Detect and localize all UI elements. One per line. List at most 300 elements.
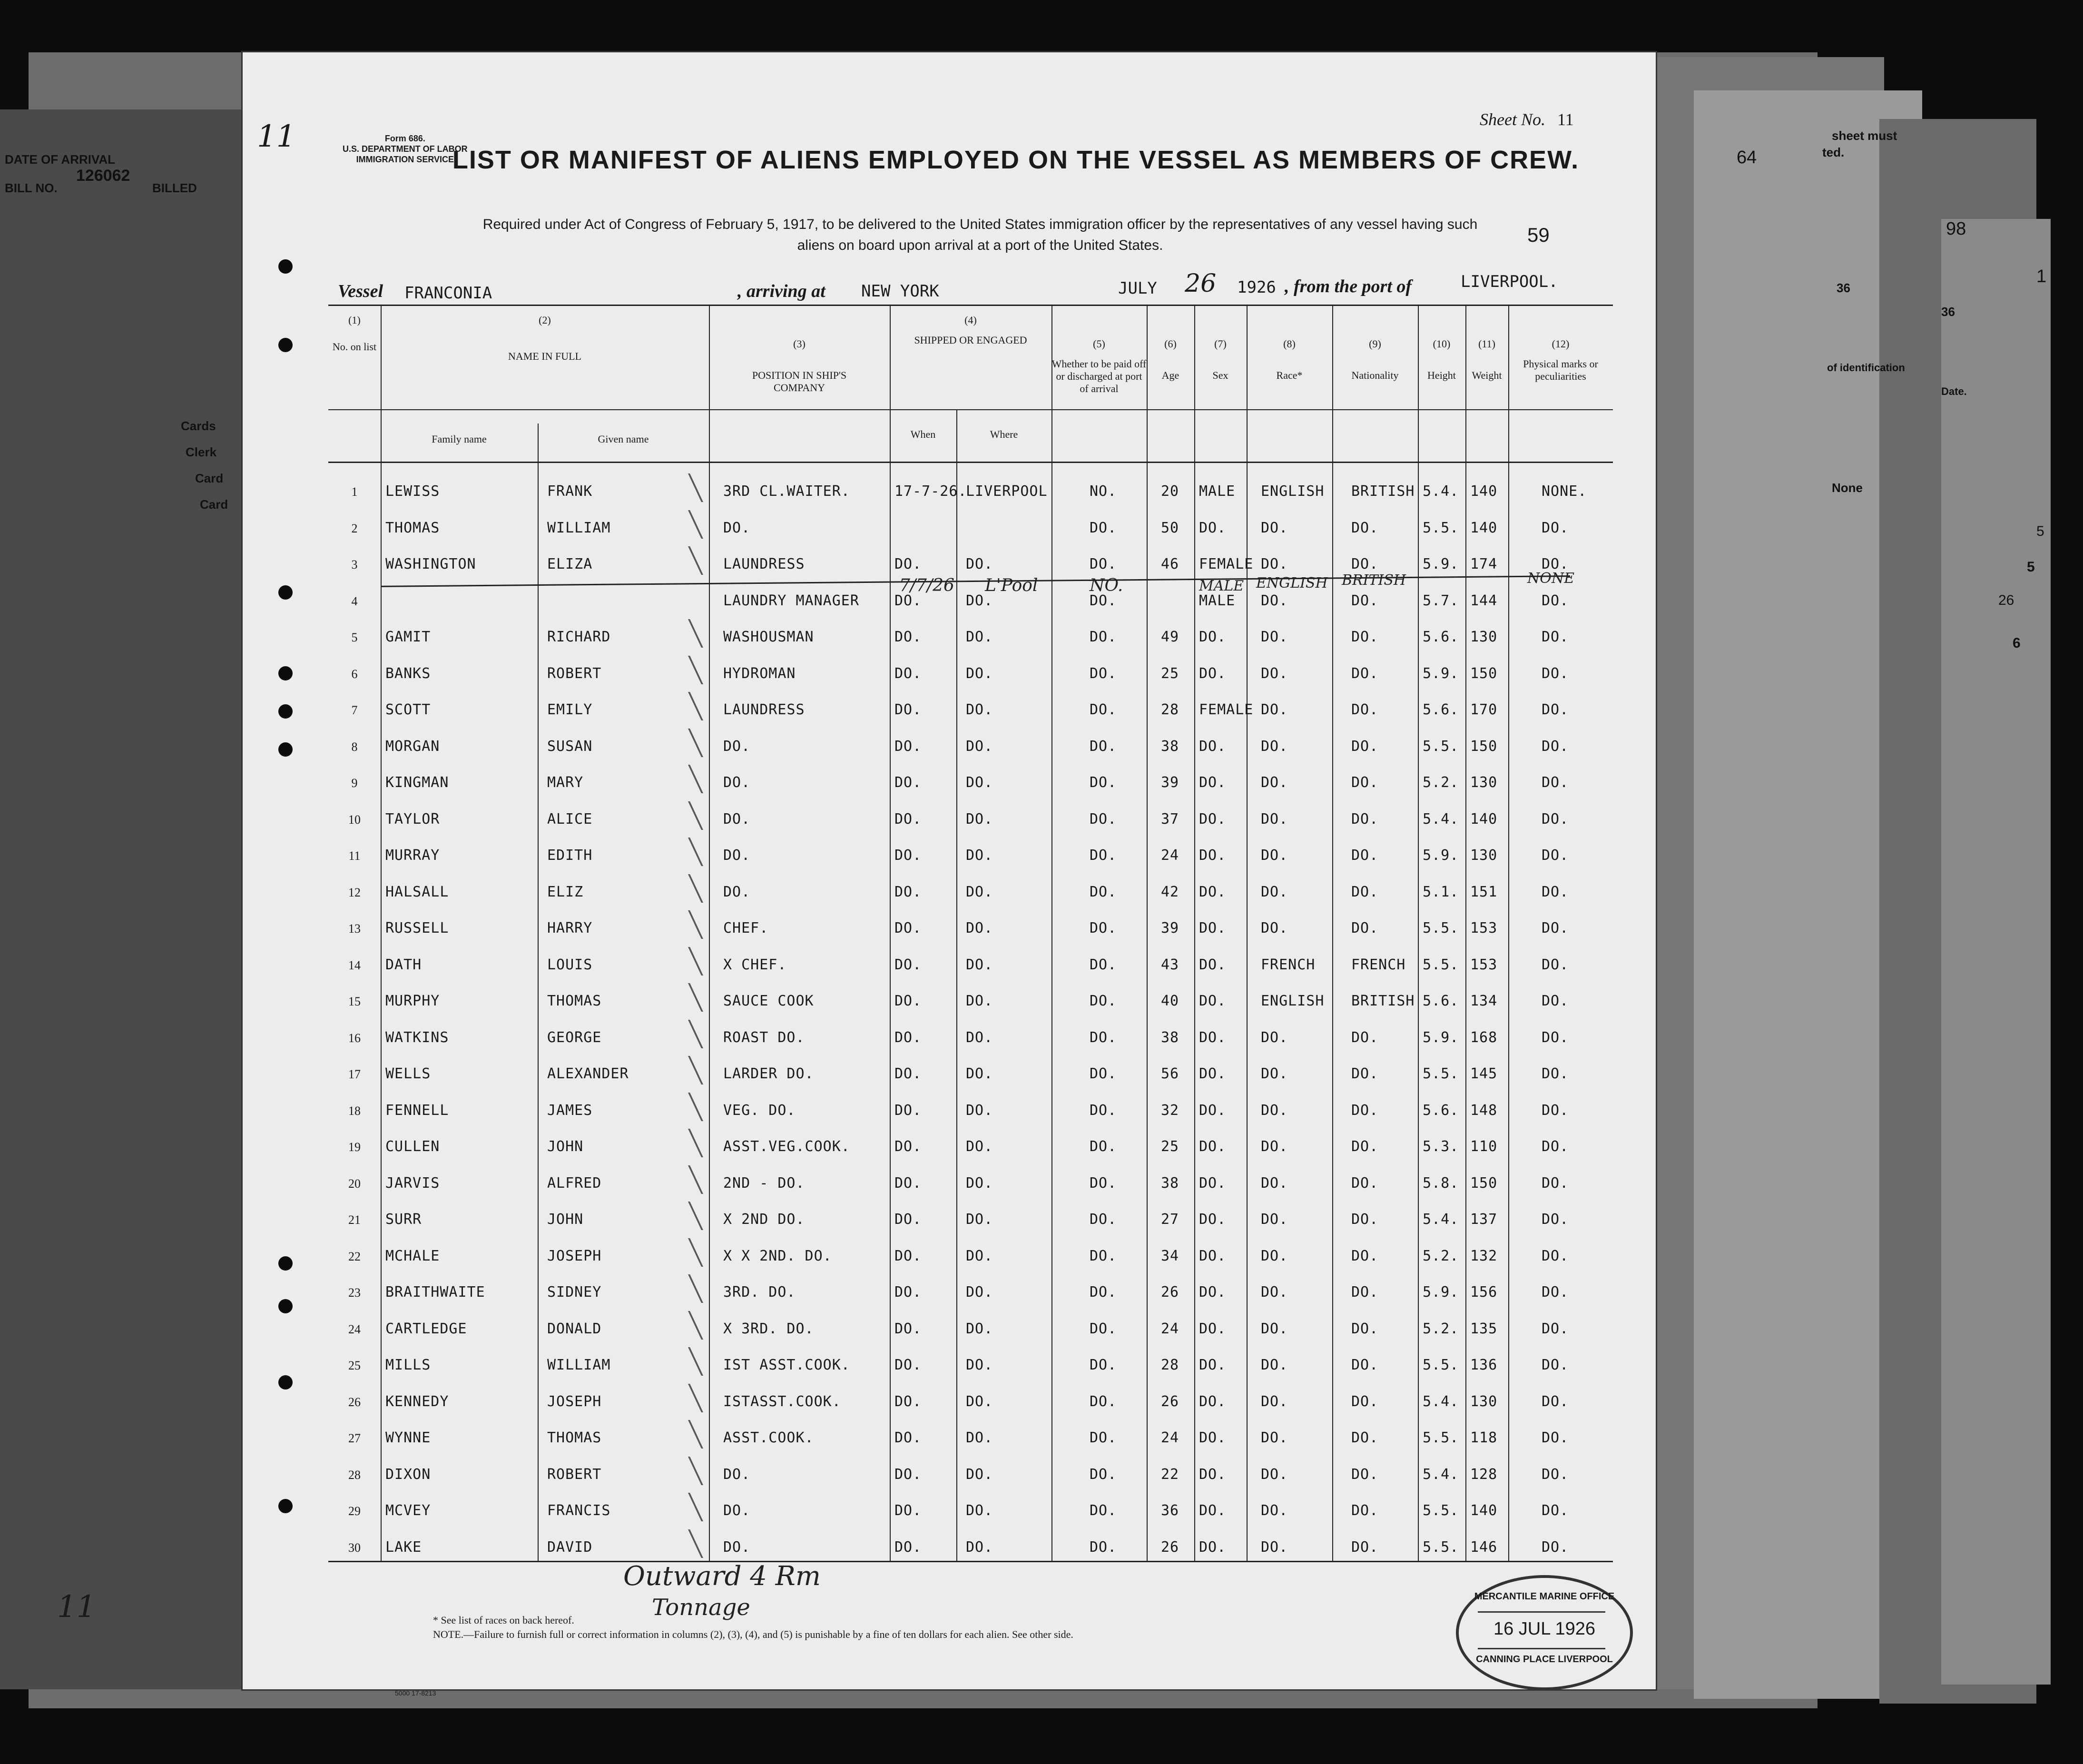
cell-position: HYDROMAN: [723, 665, 796, 682]
cell-marks: DO.: [1542, 1393, 1569, 1410]
cell-weight: 132: [1470, 1248, 1498, 1264]
header-bottom-rule: [328, 462, 1613, 463]
cell-nat: DO.: [1351, 1175, 1379, 1192]
bg-label: Card: [200, 497, 228, 512]
cell-nat: BRITISH: [1351, 993, 1415, 1009]
cell-age: 24: [1161, 1321, 1179, 1337]
cell-height: 5.5.: [1423, 1065, 1459, 1082]
cell-race: DO.: [1261, 774, 1288, 791]
row-number: 30: [348, 1541, 361, 1555]
cell-weight: 150: [1470, 738, 1498, 755]
row-number: 23: [348, 1286, 361, 1300]
col-number: (6): [1164, 338, 1177, 350]
footnote-line: NOTE.—Failure to furnish full or correct information in columns (2), (3), (4), and (5) is punishable by a fine of ten dollars for each alien. See other side.: [433, 1628, 1073, 1640]
punch-hole: [278, 1375, 293, 1390]
col-label: No. on list: [332, 341, 377, 353]
cell-race: DO.: [1261, 701, 1288, 718]
cell-age: 38: [1161, 1175, 1179, 1192]
bg-label: 36: [1837, 281, 1850, 295]
cell-paid: DO.: [1090, 665, 1117, 682]
cell-age: 37: [1161, 811, 1179, 828]
cell-position: LAUNDRY MANAGER: [723, 592, 859, 609]
cell-sex: DO.: [1199, 1248, 1227, 1264]
stamp-top-text: MERCANTILE MARINE OFFICE: [1474, 1591, 1615, 1602]
cell-position: CHEF.: [723, 920, 769, 936]
check-mark: [655, 1020, 703, 1048]
cell-position: ROAST DO.: [723, 1029, 805, 1046]
cell-marks: DO.: [1542, 1248, 1569, 1264]
cell-nat: DO.: [1351, 520, 1379, 536]
col-header-where: Where: [990, 428, 1018, 440]
vessel-name: FRANCONIA: [404, 284, 492, 303]
cell-height: 5.9.: [1423, 665, 1459, 682]
footnote: [433, 1613, 1073, 1642]
cell-where: DO.: [966, 920, 993, 936]
cell-family: HALSALL: [385, 884, 449, 900]
cell-sex: DO.: [1199, 1393, 1227, 1410]
cell-race: ENGLISH: [1261, 993, 1325, 1009]
cell-where: DO.: [966, 1321, 993, 1337]
cell-family: WATKINS: [385, 1029, 449, 1046]
row-number: 26: [348, 1395, 361, 1409]
cell-family: KENNEDY: [385, 1393, 449, 1410]
row-number: 4: [351, 594, 358, 608]
cell-sex: DO.: [1199, 520, 1227, 536]
cell-position: X CHEF.: [723, 956, 787, 973]
vessel-label: Vessel: [338, 281, 383, 301]
cell-position: SAUCE COOK: [723, 993, 814, 1009]
cell-where: DO.: [966, 811, 993, 828]
port-label: , from the port of: [1285, 276, 1412, 296]
cell-marks: DO.: [1542, 1211, 1569, 1228]
cell-nat: DO.: [1351, 1357, 1379, 1373]
cell-sex: DO.: [1199, 1429, 1227, 1446]
cell-given: WILLIAM: [547, 520, 611, 536]
cell-given: THOMAS: [547, 993, 602, 1009]
cell-nat: DO.: [1351, 1211, 1379, 1228]
cell-weight: 140: [1470, 1502, 1498, 1519]
cell-family: WYNNE: [385, 1429, 431, 1446]
hand-row4-paid: NO.: [1090, 576, 1123, 595]
col-rule: [1332, 306, 1333, 1562]
cell-height: 5.6.: [1423, 629, 1459, 645]
cell-paid: DO.: [1090, 1502, 1117, 1519]
cell-race: DO.: [1261, 1248, 1288, 1264]
col-label: Race*: [1276, 369, 1303, 381]
manifest-sheet: [243, 52, 1656, 1697]
cell-race: DO.: [1261, 556, 1288, 572]
form-label: Form 686.: [384, 134, 425, 143]
punch-hole: [278, 1499, 293, 1513]
cell-weight: 128: [1470, 1466, 1498, 1483]
row-number: 8: [351, 740, 358, 754]
cell-when: DO.: [894, 738, 922, 755]
hand-bottom-note: Tonnage: [652, 1594, 750, 1621]
cell-paid: DO.: [1090, 556, 1117, 572]
cell-race: ENGLISH: [1261, 483, 1325, 500]
cell-where: DO.: [966, 592, 993, 609]
subtitle-line: aliens on board upon arrival at a port of the United States.: [797, 237, 1163, 253]
check-mark: [655, 801, 703, 830]
cell-sex: DO.: [1199, 1539, 1227, 1556]
cell-nat: DO.: [1351, 1248, 1379, 1264]
cell-age: 38: [1161, 738, 1179, 755]
cell-height: 5.5.: [1423, 1502, 1459, 1519]
check-mark: [655, 1056, 703, 1084]
cell-when: DO.: [894, 701, 922, 718]
cell-when: DO.: [894, 811, 922, 828]
cell-position: DO.: [723, 884, 751, 900]
cell-where: DO.: [966, 1502, 993, 1519]
cell-race: DO.: [1261, 1357, 1288, 1373]
check-mark: [655, 692, 703, 720]
departure-port: LIVERPOOL.: [1461, 272, 1558, 291]
cell-marks: NONE.: [1542, 483, 1587, 500]
row-number: 12: [348, 886, 361, 899]
cell-weight: 145: [1470, 1065, 1498, 1082]
cell-marks: DO.: [1542, 884, 1569, 900]
cell-given: GEORGE: [547, 1029, 602, 1046]
cell-position: DO.: [723, 738, 751, 755]
cell-position: ISTASST.COOK.: [723, 1393, 841, 1410]
cell-given: SUSAN: [547, 738, 593, 755]
cell-when: DO.: [894, 847, 922, 864]
cell-height: 5.7.: [1423, 592, 1459, 609]
page-title: LIST OR MANIFEST OF ALIENS EMPLOYED ON THE VESSEL AS MEMBERS OF CREW.: [452, 146, 1580, 174]
cell-race: DO.: [1261, 1429, 1288, 1446]
cell-height: 5.6.: [1423, 701, 1459, 718]
check-mark: [655, 656, 703, 684]
hand-bottom-note: Outward 4 Rm: [623, 1561, 821, 1592]
cell-paid: DO.: [1090, 884, 1117, 900]
cell-height: 5.9.: [1423, 1284, 1459, 1301]
bg-label: 126062: [76, 167, 130, 185]
cell-weight: 153: [1470, 920, 1498, 936]
cell-where: DO.: [966, 1102, 993, 1119]
cell-marks: DO.: [1542, 774, 1569, 791]
bg-label: DATE OF ARRIVAL: [5, 152, 116, 167]
cell-marks: DO.: [1542, 1502, 1569, 1519]
cell-height: 5.5.: [1423, 956, 1459, 973]
cell-age: 25: [1161, 665, 1179, 682]
cell-nat: DO.: [1351, 1065, 1379, 1082]
cell-race: DO.: [1261, 1502, 1288, 1519]
row-number: 7: [351, 703, 358, 717]
col-label: POSITION IN SHIP'S COMPANY: [752, 369, 847, 394]
cell-position: DO.: [723, 847, 751, 864]
cell-paid: DO.: [1090, 920, 1117, 936]
cell-age: 24: [1161, 1429, 1179, 1446]
cell-family: MORGAN: [385, 738, 440, 755]
col-rule: [956, 409, 957, 1561]
sheet-number: [1480, 109, 1574, 129]
col-number: (3): [793, 338, 806, 350]
bg-label: 6: [2013, 635, 2021, 651]
row-number: 2: [351, 522, 358, 535]
cell-family: GAMIT: [385, 629, 431, 645]
row-number: 1: [351, 485, 358, 499]
cell-nat: DO.: [1351, 701, 1379, 718]
cell-weight: 118: [1470, 1429, 1498, 1446]
col-header-position: [709, 338, 890, 394]
arrival-month: JULY: [1118, 279, 1157, 298]
col-number: (8): [1283, 338, 1296, 350]
cell-position: DO.: [723, 520, 751, 536]
row-number: 28: [348, 1468, 361, 1482]
bg-label: 64: [1737, 148, 1757, 168]
cell-sex: DO.: [1199, 956, 1227, 973]
cell-race: DO.: [1261, 1284, 1288, 1301]
col-header-no: [328, 314, 381, 353]
cell-nat: DO.: [1351, 847, 1379, 864]
cell-paid: DO.: [1090, 629, 1117, 645]
cell-weight: 148: [1470, 1102, 1498, 1119]
cell-given: FRANCIS: [547, 1502, 611, 1519]
cell-marks: DO.: [1542, 920, 1569, 936]
cell-nat: DO.: [1351, 1466, 1379, 1483]
cell-sex: DO.: [1199, 884, 1227, 900]
cell-marks: DO.: [1542, 1029, 1569, 1046]
cell-age: 20: [1161, 483, 1179, 500]
cell-family: BRAITHWAITE: [385, 1284, 485, 1301]
cell-height: 5.4.: [1423, 1466, 1459, 1483]
header-mid-rule: [328, 409, 1613, 410]
service-label: IMMIGRATION SERVICE: [356, 155, 454, 164]
cell-sex: DO.: [1199, 847, 1227, 864]
col-number: (11): [1478, 338, 1495, 350]
cell-sex: DO.: [1199, 629, 1227, 645]
cell-age: 39: [1161, 774, 1179, 791]
check-mark: [655, 765, 703, 793]
check-mark: [655, 546, 703, 575]
cell-nat: DO.: [1351, 592, 1379, 609]
check-mark: [655, 1093, 703, 1121]
cell-when: DO.: [894, 1211, 922, 1228]
cell-race: DO.: [1261, 811, 1288, 828]
cell-height: 5.5.: [1423, 1429, 1459, 1446]
cell-given: ALEXANDER: [547, 1065, 629, 1082]
cell-given: DAVID: [547, 1539, 593, 1556]
cell-given: THOMAS: [547, 1429, 602, 1446]
cell-nat: DO.: [1351, 1138, 1379, 1155]
cell-given: ROBERT: [547, 665, 602, 682]
hand-row4-race: ENGLISH: [1256, 575, 1328, 591]
check-mark: [655, 1384, 703, 1412]
cell-weight: 153: [1470, 956, 1498, 973]
subtitle: [338, 214, 1622, 256]
cell-nat: DO.: [1351, 920, 1379, 936]
cell-marks: DO.: [1542, 1284, 1569, 1301]
cell-when: DO.: [894, 556, 922, 572]
cell-age: 38: [1161, 1029, 1179, 1046]
row-number: 22: [348, 1250, 361, 1263]
cell-when: DO.: [894, 1175, 922, 1192]
cell-where: LIVERPOOL: [966, 483, 1048, 500]
cell-marks: DO.: [1542, 701, 1569, 718]
bg-label: BILL NO.: [5, 181, 58, 195]
cell-paid: NO.: [1090, 483, 1117, 500]
cell-height: 5.6.: [1423, 993, 1459, 1009]
cell-weight: 130: [1470, 847, 1498, 864]
bg-label: ted.: [1822, 145, 1845, 159]
cell-where: DO.: [966, 738, 993, 755]
cell-family: LAKE: [385, 1539, 422, 1556]
cell-marks: DO.: [1542, 1321, 1569, 1337]
cell-paid: DO.: [1090, 1429, 1117, 1446]
cell-paid: DO.: [1090, 1175, 1117, 1192]
cell-sex: DO.: [1199, 1065, 1227, 1082]
col-header-weight: [1465, 338, 1508, 382]
check-mark: [655, 729, 703, 757]
cell-position: ASST.COOK.: [723, 1429, 814, 1446]
cell-paid: DO.: [1090, 847, 1117, 864]
cell-given: EDITH: [547, 847, 593, 864]
row-number: 10: [348, 813, 361, 827]
punch-hole: [278, 742, 293, 757]
cell-height: 5.4.: [1423, 1393, 1459, 1410]
cell-weight: 110: [1470, 1138, 1498, 1155]
cell-when: DO.: [894, 1539, 922, 1556]
cell-family: DIXON: [385, 1466, 431, 1483]
cell-race: DO.: [1261, 1029, 1288, 1046]
bg-label: Cards: [181, 419, 216, 433]
cell-age: 50: [1161, 520, 1179, 536]
cell-age: 28: [1161, 701, 1179, 718]
cell-height: 5.5.: [1423, 738, 1459, 755]
row-number: 27: [348, 1431, 361, 1445]
cell-given: SIDNEY: [547, 1284, 602, 1301]
cell-when: DO.: [894, 1284, 922, 1301]
cell-given: EMILY: [547, 701, 593, 718]
cell-weight: 137: [1470, 1211, 1498, 1228]
row-number: 21: [348, 1213, 361, 1227]
col-number: (5): [1093, 338, 1105, 350]
check-mark: [655, 1274, 703, 1303]
cell-weight: 150: [1470, 665, 1498, 682]
cell-sex: DO.: [1199, 993, 1227, 1009]
punch-hole: [278, 259, 293, 274]
cell-position: DO.: [723, 1502, 751, 1519]
check-mark: [655, 619, 703, 648]
cell-paid: DO.: [1090, 1211, 1117, 1228]
cell-where: DO.: [966, 1138, 993, 1155]
cell-sex: DO.: [1199, 1175, 1227, 1192]
col-number: (2): [539, 314, 551, 326]
check-mark: [655, 1493, 703, 1521]
cell-position: DO.: [723, 774, 751, 791]
row-number: 17: [348, 1067, 361, 1081]
cell-position: VEG. DO.: [723, 1102, 796, 1119]
cell-sex: DO.: [1199, 1102, 1227, 1119]
cell-where: DO.: [966, 956, 993, 973]
cell-family: CARTLEDGE: [385, 1321, 467, 1337]
col-rule: [381, 306, 382, 1562]
cell-when: DO.: [894, 1429, 922, 1446]
cell-when: DO.: [894, 592, 922, 609]
cell-paid: DO.: [1090, 1138, 1117, 1155]
cell-nat: DO.: [1351, 774, 1379, 791]
stamp-date: 16 JUL 1926: [1493, 1619, 1596, 1639]
cell-weight: 140: [1470, 520, 1498, 536]
cell-family: BANKS: [385, 665, 431, 682]
cell-position: 3RD. DO.: [723, 1284, 796, 1301]
cell-nat: DO.: [1351, 1502, 1379, 1519]
cell-position: LARDER DO.: [723, 1065, 814, 1082]
cell-given: ROBERT: [547, 1466, 602, 1483]
sheet-no-value: 11: [1557, 110, 1574, 129]
arriving-label: , arriving at: [737, 281, 825, 301]
cell-when: DO.: [894, 1029, 922, 1046]
subtitle-line: Required under Act of Congress of February 5, 1917, to be delivered to the United States immigration officer by the representatives of any vessel having such: [482, 217, 1478, 232]
col-rule: [1465, 306, 1466, 1562]
cell-paid: DO.: [1090, 1466, 1117, 1483]
cell-age: 39: [1161, 920, 1179, 936]
cell-nat: DO.: [1351, 811, 1379, 828]
cell-height: 5.5.: [1423, 920, 1459, 936]
cell-age: 36: [1161, 1502, 1179, 1519]
cell-when: DO.: [894, 1357, 922, 1373]
cell-family: WELLS: [385, 1065, 431, 1082]
cell-when: DO.: [894, 884, 922, 900]
cell-age: 40: [1161, 993, 1179, 1009]
cell-height: 5.5.: [1423, 1357, 1459, 1373]
cell-position: DO.: [723, 1539, 751, 1556]
cell-family: WASHINGTON: [385, 556, 476, 572]
cell-when: DO.: [894, 1138, 922, 1155]
cell-position: ASST.VEG.COOK.: [723, 1138, 850, 1155]
punch-hole: [278, 666, 293, 680]
cell-sex: FEMALE: [1199, 556, 1254, 572]
cell-height: 5.1.: [1423, 884, 1459, 900]
cell-when: DO.: [894, 774, 922, 791]
cell-given: JAMES: [547, 1102, 593, 1119]
cell-race: DO.: [1261, 665, 1288, 682]
cell-when: DO.: [894, 1102, 922, 1119]
cell-where: DO.: [966, 1029, 993, 1046]
col-label: Age: [1161, 369, 1179, 381]
cell-family: DATH: [385, 956, 422, 973]
cell-sex: DO.: [1199, 1502, 1227, 1519]
check-mark: [655, 473, 703, 502]
cell-race: DO.: [1261, 1393, 1288, 1410]
cell-when: DO.: [894, 993, 922, 1009]
check-mark: [655, 1311, 703, 1340]
cell-where: DO.: [966, 1393, 993, 1410]
cell-family: JARVIS: [385, 1175, 440, 1192]
cell-given: FRANK: [547, 483, 593, 500]
check-mark: [655, 838, 703, 866]
cell-marks: DO.: [1542, 1539, 1569, 1556]
cell-age: 34: [1161, 1248, 1179, 1264]
cell-height: 5.4.: [1423, 483, 1459, 500]
cell-where: DO.: [966, 1248, 993, 1264]
cell-race: DO.: [1261, 1102, 1288, 1119]
cell-position: DO.: [723, 1466, 751, 1483]
table-top-rule: [328, 305, 1613, 306]
cell-weight: 170: [1470, 701, 1498, 718]
cell-when: DO.: [894, 1248, 922, 1264]
col-rule: [1194, 306, 1195, 1562]
col-header-sex: [1194, 338, 1247, 382]
cell-when: DO.: [894, 1321, 922, 1337]
cell-sex: DO.: [1199, 1321, 1227, 1337]
cell-when: DO.: [894, 665, 922, 682]
cell-given: JOSEPH: [547, 1393, 602, 1410]
cell-race: DO.: [1261, 1175, 1288, 1192]
bg-label: 26: [1998, 592, 2014, 608]
cell-paid: DO.: [1090, 1393, 1117, 1410]
bg-label: 36: [1941, 305, 1955, 319]
